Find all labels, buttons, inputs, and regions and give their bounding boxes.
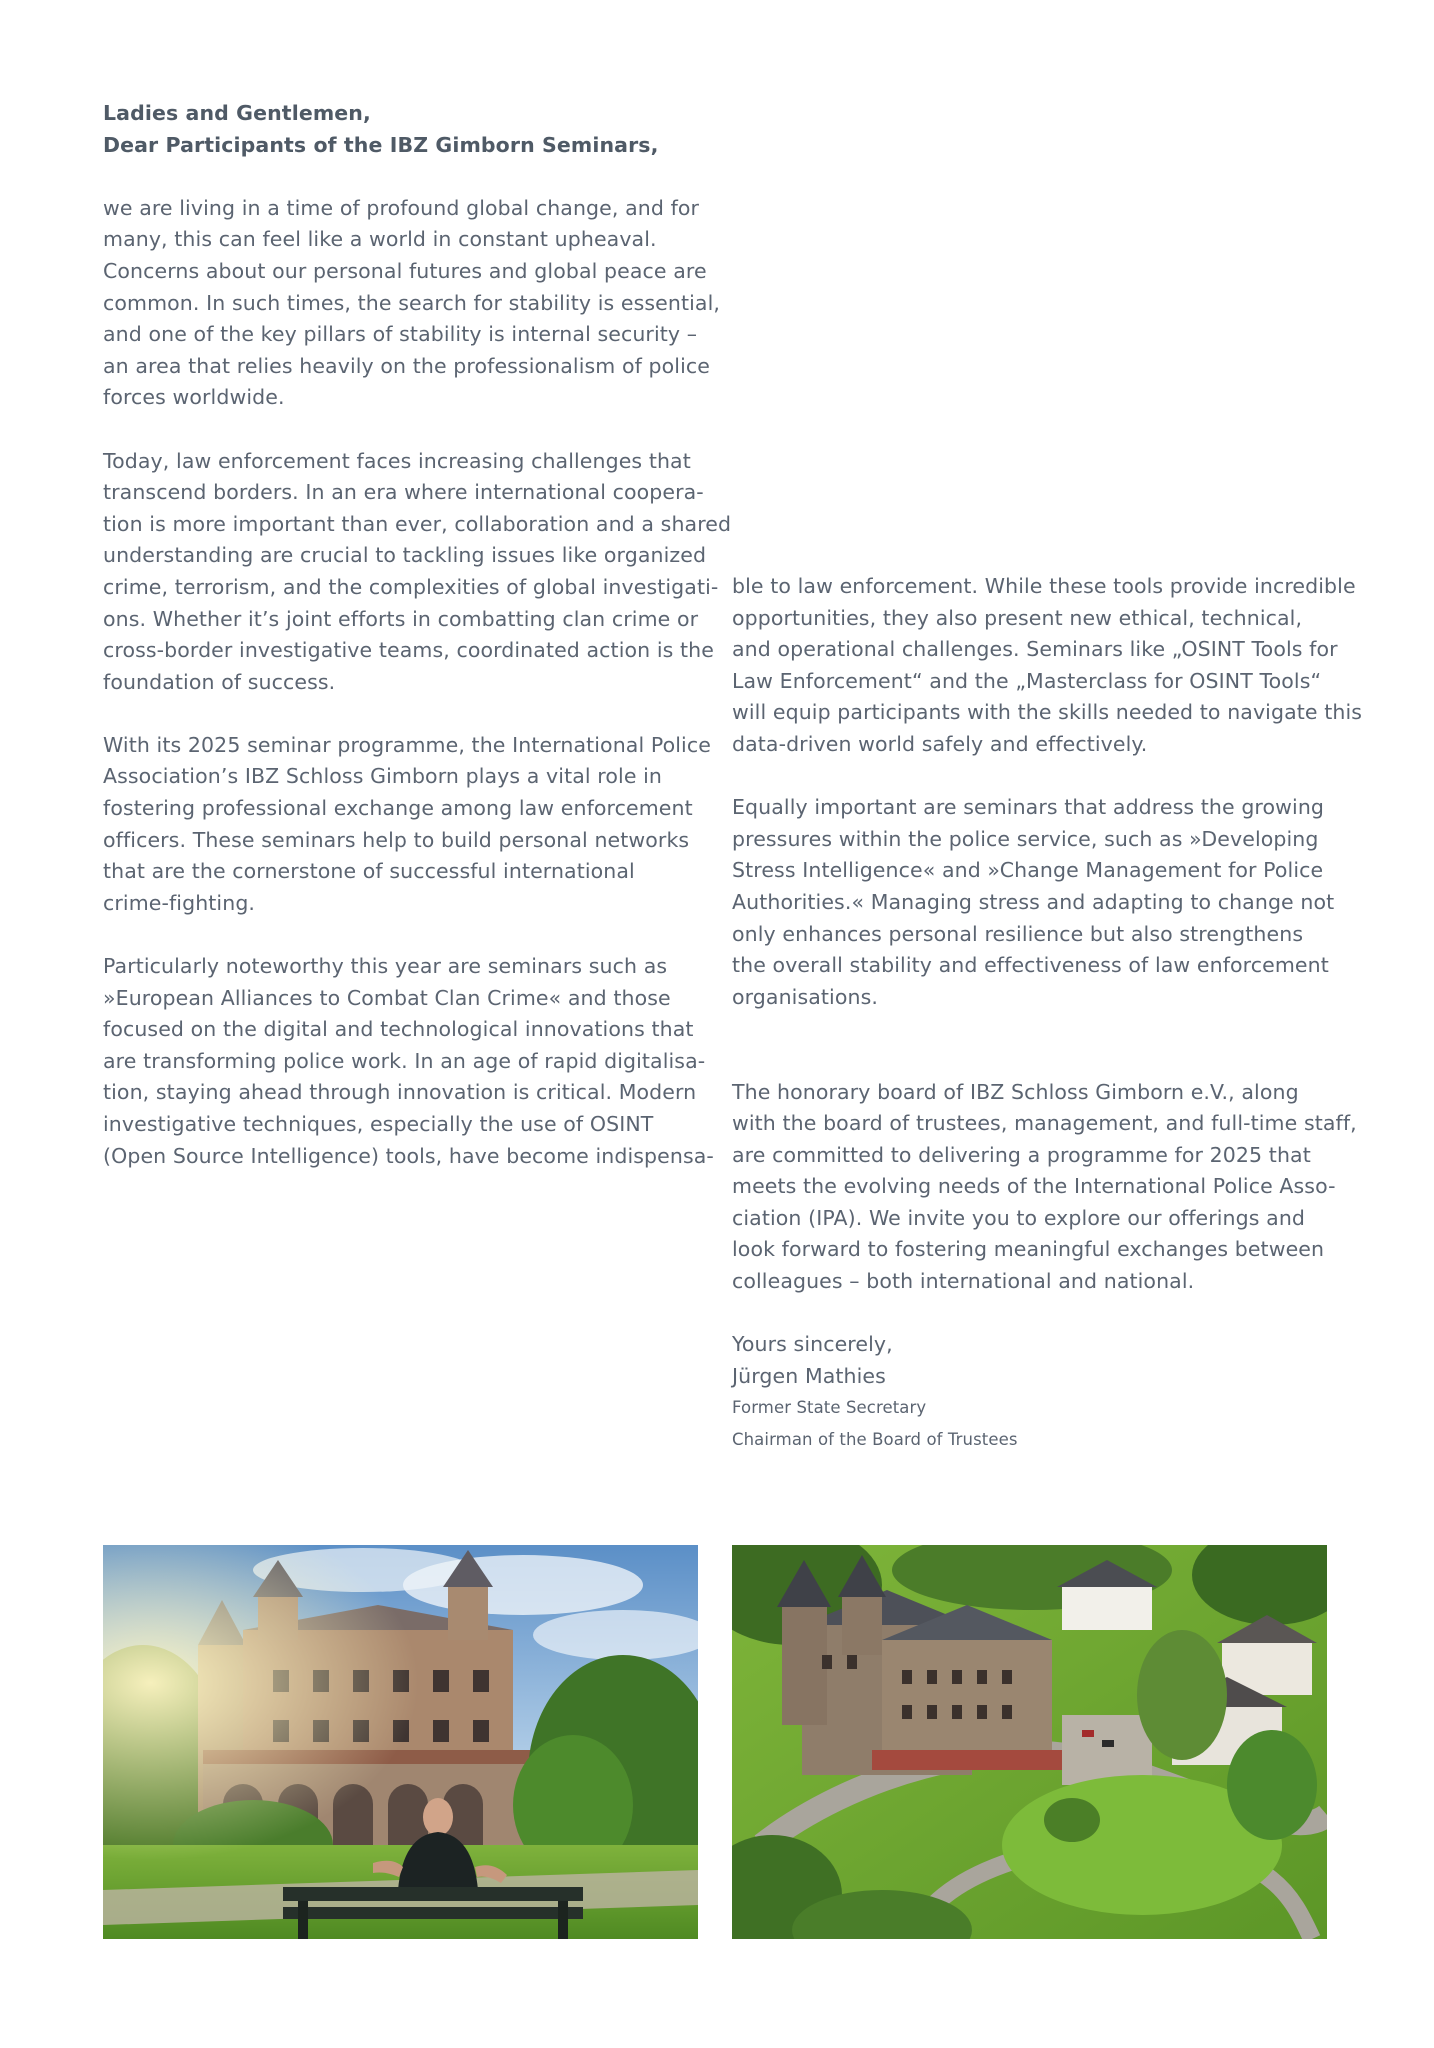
aerial-castle-photo	[732, 1545, 1327, 1939]
text-line: look forward to fostering meaningful exchanges between	[732, 1237, 1325, 1262]
closing: Yours sincerely,	[732, 1332, 893, 1357]
castle-bench-photo	[103, 1545, 698, 1939]
signatory-name: Jürgen Mathies	[732, 1363, 886, 1388]
text-line: The honorary board of IBZ Schloss Gimborn e.V., along	[732, 1079, 1299, 1104]
text-line: foundation of success.	[103, 669, 336, 694]
text-line: ble to law enforcement. While these tools provide incredible	[732, 574, 1356, 598]
greeting-line-1: Ladies and Gentlemen,	[103, 101, 371, 125]
letter-left-column	[103, 98, 732, 1172]
text-line: »European Alliances to Combat Clan Crime« and those	[103, 985, 671, 1010]
text-line: and operational challenges. Seminars like „OSINT Tools for	[732, 637, 1338, 662]
greeting-line-2: Dear Participants of the IBZ Gimborn Seminars,	[103, 132, 659, 157]
text-line: many, this can feel like a world in constant upheaval.	[103, 227, 657, 252]
text-line: (Open Source Intelligence) tools, have become indispensa-	[103, 1143, 714, 1168]
text-line: common. In such times, the search for stability is essential,	[103, 290, 720, 315]
text-line: focused on the digital and technological innovations that	[103, 1017, 694, 1042]
signature-block	[732, 1329, 1352, 1455]
text-line: colleagues – both international and national.	[732, 1269, 1195, 1294]
text-line: and one of the key pillars of stability is internal security –	[103, 322, 698, 347]
text-line: crime, terrorism, and the complexities of global investigati-	[103, 574, 719, 599]
text-line: Concerns about our personal futures and global peace are	[103, 258, 707, 283]
text-line: we are living in a time of profound global change, and for	[103, 195, 700, 220]
text-line: tion, staying ahead through innovation is critical. Modern	[103, 1080, 697, 1105]
text-line: tion is more important than ever, collaboration and a shared	[103, 511, 732, 536]
text-line: Stress Intelligence« and »Change Management for Police	[732, 858, 1324, 883]
text-line: Today, law enforcement faces increasing challenges that	[103, 448, 691, 473]
text-line: ons. Whether it’s joint efforts in combatting clan crime or	[103, 606, 699, 631]
paragraph-6	[732, 792, 1352, 1013]
paragraph-3	[103, 730, 723, 920]
text-line: fostering professional exchange among law enforcement	[103, 796, 693, 821]
text-line: forces worldwide.	[103, 385, 285, 410]
text-line: pressures within the police service, such as »Developing	[732, 826, 1319, 851]
letter-right-column	[732, 571, 1363, 1456]
text-line: transcend borders. In an era where international coopera-	[103, 480, 704, 505]
text-line: opportunities, they also present new ethical, technical,	[732, 605, 1303, 630]
text-line: an area that relies heavily on the professionalism of police	[103, 353, 710, 378]
text-line: that are the cornerstone of successful international	[103, 859, 635, 884]
text-line: organisations.	[732, 984, 878, 1009]
text-line: Association’s IBZ Schloss Gimborn plays a vital role in	[103, 764, 663, 789]
text-line: officers. These seminars help to build personal networks	[103, 827, 690, 852]
text-line: understanding are crucial to tackling issues like organized	[103, 543, 707, 568]
paragraph-5	[732, 571, 1363, 761]
signatory-title-2: Chairman of the Board of Trustees	[732, 1430, 1018, 1450]
text-line: Equally important are seminars that address the growing	[732, 795, 1325, 820]
paragraph-7	[732, 1077, 1357, 1298]
text-line: with the board of trustees, management, and full-time staff,	[732, 1111, 1357, 1136]
text-line: Particularly noteworthy this year are seminars such as	[103, 954, 668, 979]
text-line: are transforming police work. In an age of rapid digitalisa-	[103, 1048, 706, 1073]
text-line: Law Enforcement“ and the „Masterclass for OSINT Tools“	[732, 668, 1322, 693]
text-line: With its 2025 seminar programme, the International Police	[103, 732, 711, 757]
text-line: the overall stability and effectiveness of law enforcement	[732, 953, 1329, 978]
signatory-title-1: Former State Secretary	[732, 1398, 927, 1418]
text-line: crime-fighting.	[103, 890, 256, 915]
paragraph-4	[103, 951, 723, 1172]
paragraph-2	[103, 446, 732, 699]
paragraph-1	[103, 193, 723, 414]
text-line: cross-border investigative teams, coordinated action is the	[103, 638, 714, 663]
text-line: data-driven world safely and effectively.	[732, 731, 1148, 756]
text-line: meets the evolving needs of the International Police Asso-	[732, 1174, 1336, 1199]
text-line: investigative techniques, especially the use of OSINT	[103, 1112, 654, 1136]
text-line: Authorities.« Managing stress and adapting to change not	[732, 889, 1335, 914]
text-line: are committed to delivering a programme for 2025 that	[732, 1142, 1311, 1167]
text-line: only enhances personal resilience but also strengthens	[732, 921, 1304, 946]
text-line: will equip participants with the skills needed to navigate this	[732, 700, 1363, 725]
text-line: ciation (IPA). We invite you to explore our offerings and	[732, 1205, 1306, 1230]
